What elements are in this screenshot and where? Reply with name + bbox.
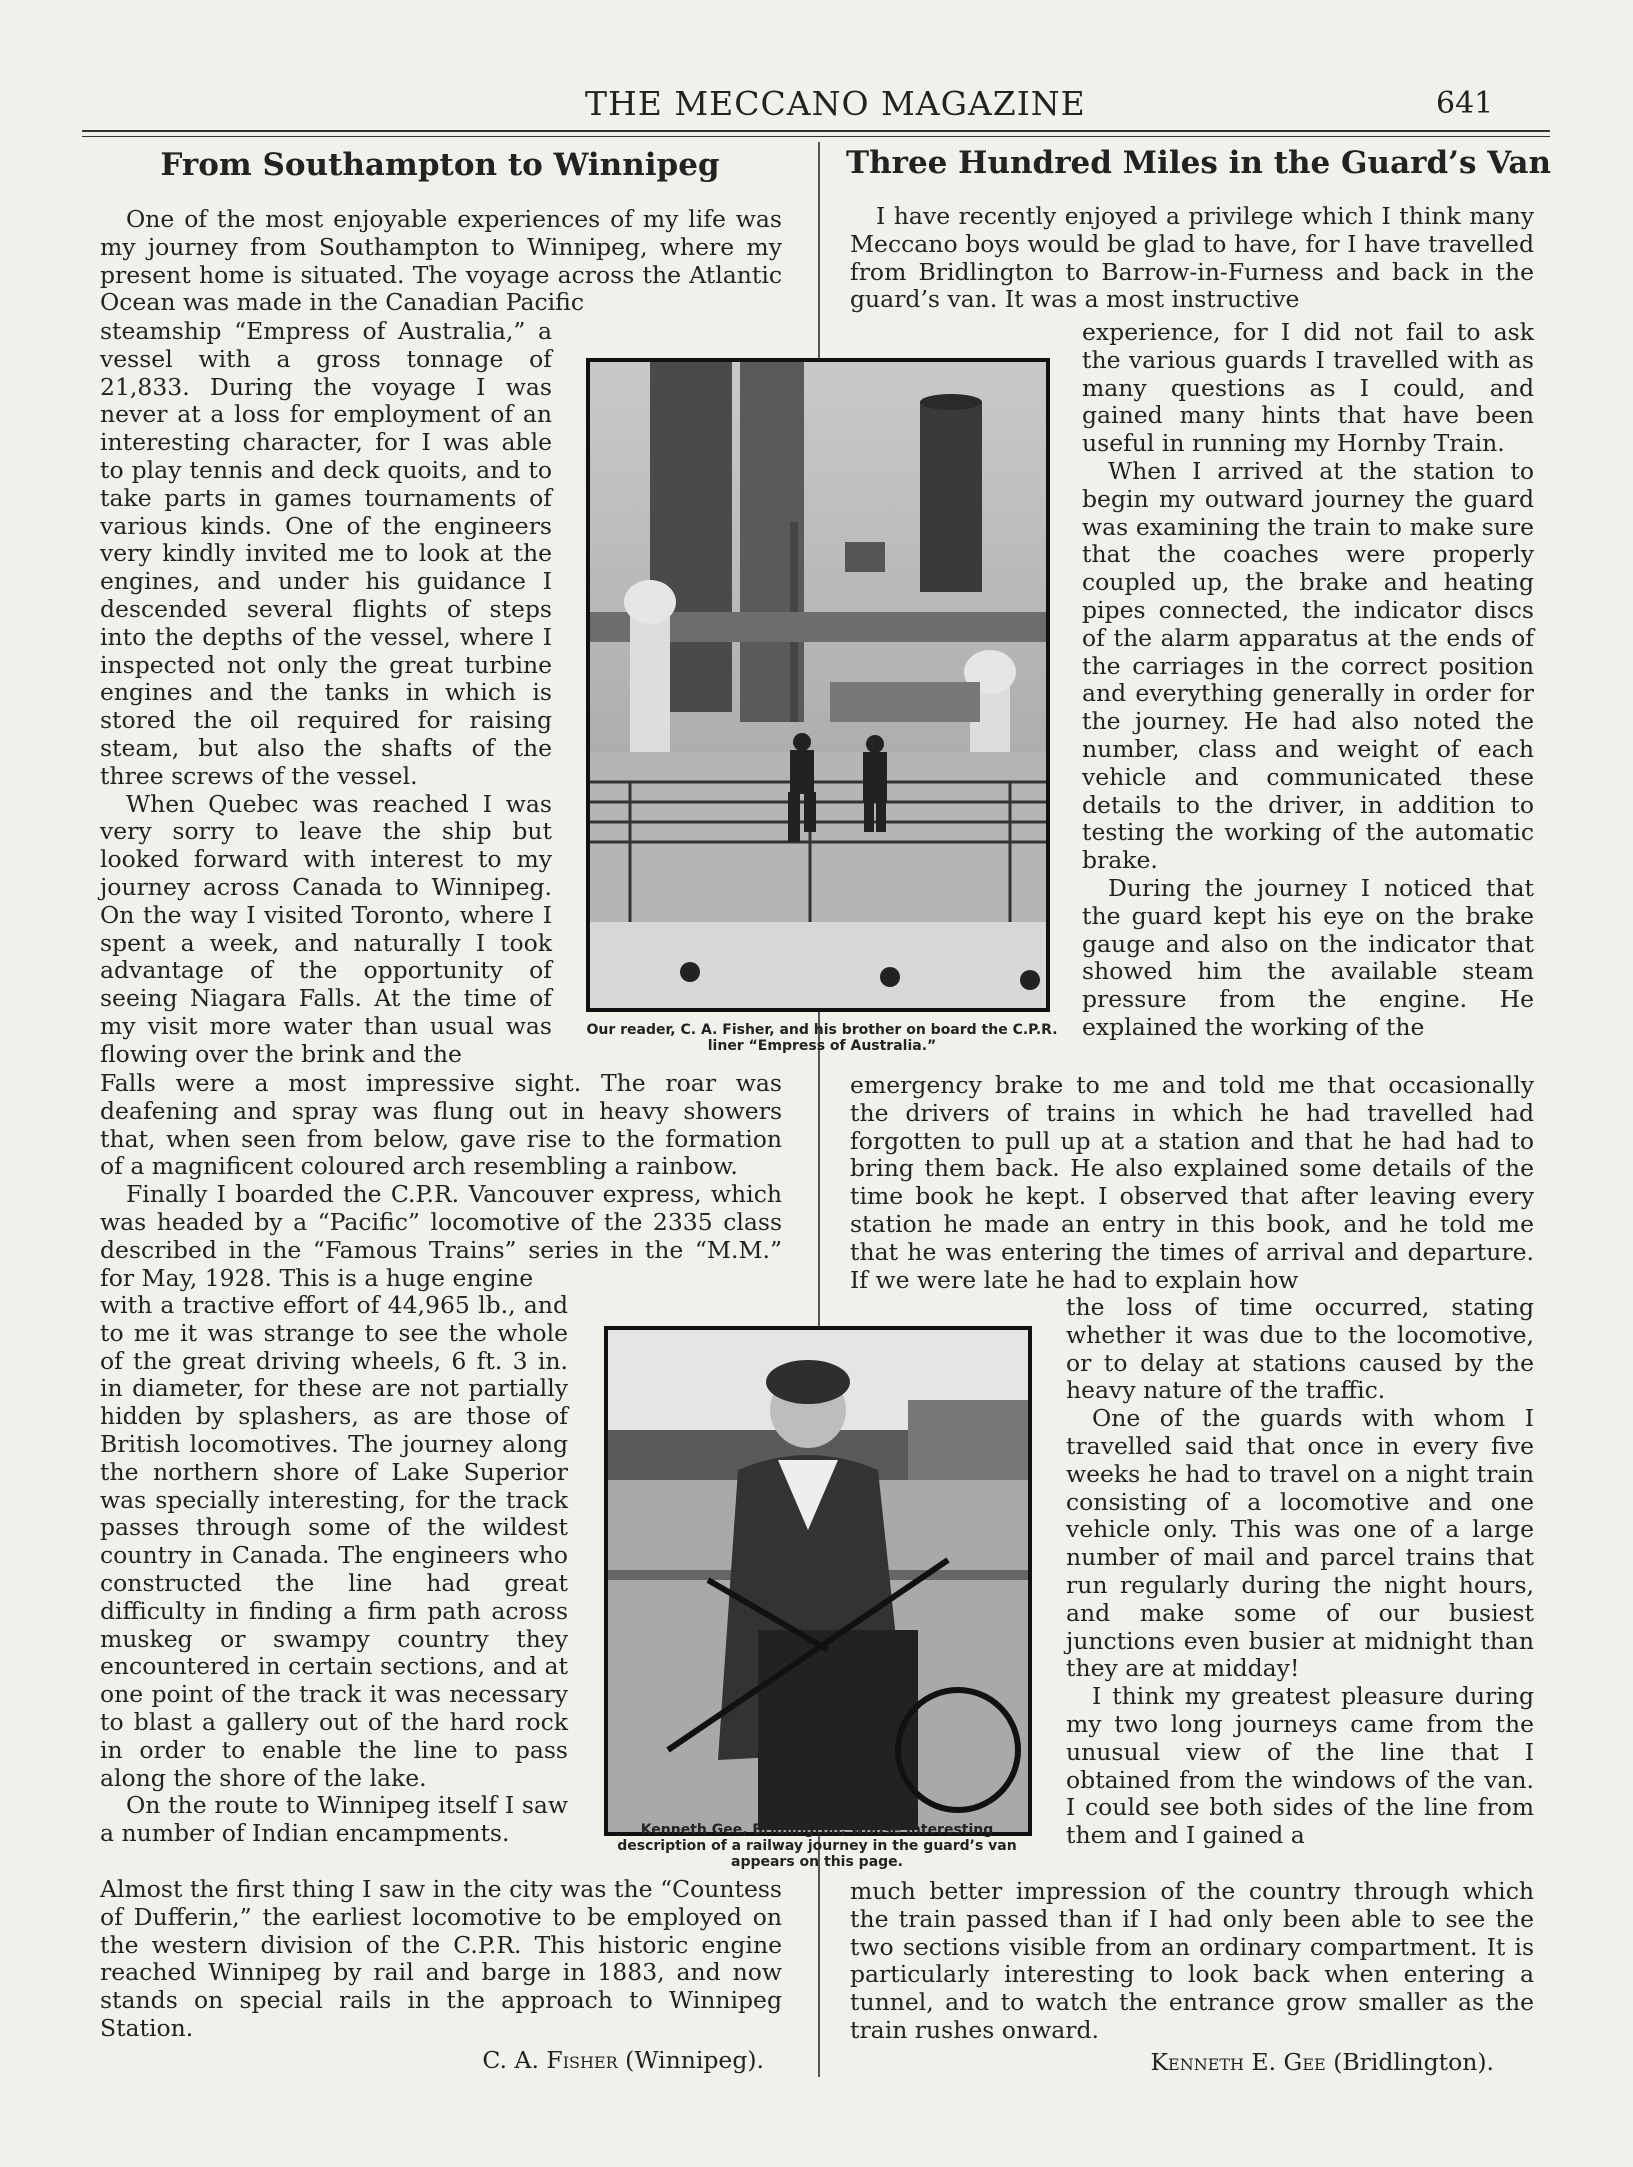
left-article-title: From Southampton to Winnipeg xyxy=(160,147,720,183)
boy-photo xyxy=(604,1326,1032,1836)
right-article-body-narrow-2: the loss of time occurred, stating whether it was due to the locomotive, or to delay at stations caused by the heavy nature of the traffic. One of the guards with whom I travelled said that once in every five weeks he had to travel on a night train consisting of a locomotive and one vehicle only. This was one of a large number of mail and parcel trains that run regularly during the night hours, and make some of our busiest junctions even busier at midnight than they are at midday! I think my greatest pleasure during my two long journeys came from the unusual view of the line that I obtained from the windows of the van. I could see both sides of the line from them and I gained a xyxy=(1066,1293,1534,1850)
left-article-signature: C. A. Fisher (Winnipeg). xyxy=(482,2045,764,2074)
page-number: 641 xyxy=(1436,86,1494,121)
left-article-body-wide-2: Almost the first thing I saw in the city was the “Countess of Dufferin,” the earliest locomotive to be employed on the western division of the C.P.R. This historic engine reached Winnipeg by rail and barge in 1883, and now stands on special rails in the approach to Winnipeg Station. C. A. Fisher (Winnipeg). xyxy=(100,1875,782,2074)
ship-deck-illustration xyxy=(590,362,1046,1008)
boy-illustration xyxy=(608,1330,1028,1832)
right-article-body-wide: emergency brake to me and told me that occasionally the drivers of trains in which he had travelled had forgotten to pull up at a station and that he had had to bring them back. He also explained some details of the time book he kept. I observed that after leaving every station he made an entry in this book, and he told me that he was entering the times of arrival and departure. If we were late he had to explain how xyxy=(850,1071,1534,1294)
right-article-intro: I have recently enjoyed a privilege which I think many Meccano boys would be glad to have, for I have travelled from Bridlington to Barrow-in-Furness and back in the guard’s van. It was a most instructive xyxy=(850,202,1534,314)
boy-photo-caption: Kenneth Gee, Bridlington, whose interesting description of a railway journey in the guard’s van appears on this page. xyxy=(617,1822,1017,1870)
header-rule xyxy=(82,130,1550,132)
ship-photo-caption: Our reader, C. A. Fisher, and his brother on board the C.P.R. liner “Empress of Australia.” xyxy=(586,1022,1058,1054)
right-article-signature: Kenneth E. Gee (Bridlington). xyxy=(1150,2047,1494,2076)
left-article-body-narrow: steamship “Empress of Australia,” a vessel with a gross tonnage of 21,833. During the voyage I was never at a loss for employment of an interesting character, for I was able to play tennis and deck quoits, and to take parts in games tournaments of various kinds. One of the engineers very kindly invited me to look at the engines, and under his guidance I descended several flights of steps into the depths of the vessel, where I inspected not only the great turbine engines and the tanks in which is stored the oil required for raising steam, but also the shafts of the three screws of the vessel. When Quebec was reached I was very sorry to leave the ship but looked forward with interest to my journey across Canada to Winnipeg. On the way I visited Toronto, where I spent a week, and naturally I took advantage of the opportunity of seeing Niagara Falls. At the time of my visit more water than usual was flowing over the brink and the xyxy=(100,317,552,1068)
left-article-intro: One of the most enjoyable experiences of my life was my journey from Southampton to Winnipeg, where my present home is situated. The voyage across the Atlantic Ocean was made in the Canadian Pacific xyxy=(100,205,782,317)
ship-deck-photo xyxy=(586,358,1050,1012)
page-header xyxy=(0,84,1633,130)
right-article-body-narrow: experience, for I did not fail to ask the various guards I travelled with as many questions as I could, and gained many hints that have been useful in running my Hornby Train. When I arrived at the station to begin my outward journey the guard was examining the train to make sure that the coaches were properly coupled up, the brake and heating pipes connected, the indicator discs of the alarm apparatus at the ends of the carriages in the correct position and everything generally in order for the journey. He had also noted the number, class and weight of each vehicle and communicated these details to the driver, in addition to testing the working of the automatic brake. During the journey I noticed that the guard kept his eye on the brake gauge and also on the indicator that showed him the available steam pressure from the engine. He explained the working of the xyxy=(1082,318,1534,1041)
left-article-body-narrow-2: with a tractive effort of 44,965 lb., and to me it was strange to see the whole of the great driving wheels, 6 ft. 3 in. in diameter, for these are not partially hidden by splashers, as are those of British locomotives. The journey along the northern shore of Lake Superior was specially interesting, for the track passes through some of the wildest country in Canada. The engineers who constructed the line had great difficulty in finding a firm path across muskeg or swampy country they encountered in certain sections, and at one point of the track it was necessary to blast a gallery out of the hard rock in order to enable the line to pass along the shore of the lake. On the route to Winnipeg itself I saw a number of Indian encampments. xyxy=(100,1291,568,1848)
right-article-body-wide-2: much better impression of the country through which the train passed than if I had only been able to see the two sections visible from an ordinary compartment. It is particularly interesting to look back when entering a tunnel, and to watch the entrance grow smaller as the train rushes onward. Kenneth E. Gee (Bridlington). xyxy=(850,1877,1534,2076)
magazine-title: THE MECCANO MAGAZINE xyxy=(585,84,1086,123)
header-rule-thin xyxy=(82,136,1550,137)
right-article-title: Three Hundred Miles in the Guard’s Van xyxy=(846,145,1552,181)
left-article-body-wide: Falls were a most impressive sight. The roar was deafening and spray was flung out in heavy showers that, when seen from below, gave rise to the formation of a magnificent coloured arch resembling a rainbow. Finally I boarded the C.P.R. Vancouver express, which was headed by a “Pacific” locomotive of the 2335 class described in the “Famous Trains” series in the “M.M.” for May, 1928. This is a huge engine xyxy=(100,1069,782,1292)
